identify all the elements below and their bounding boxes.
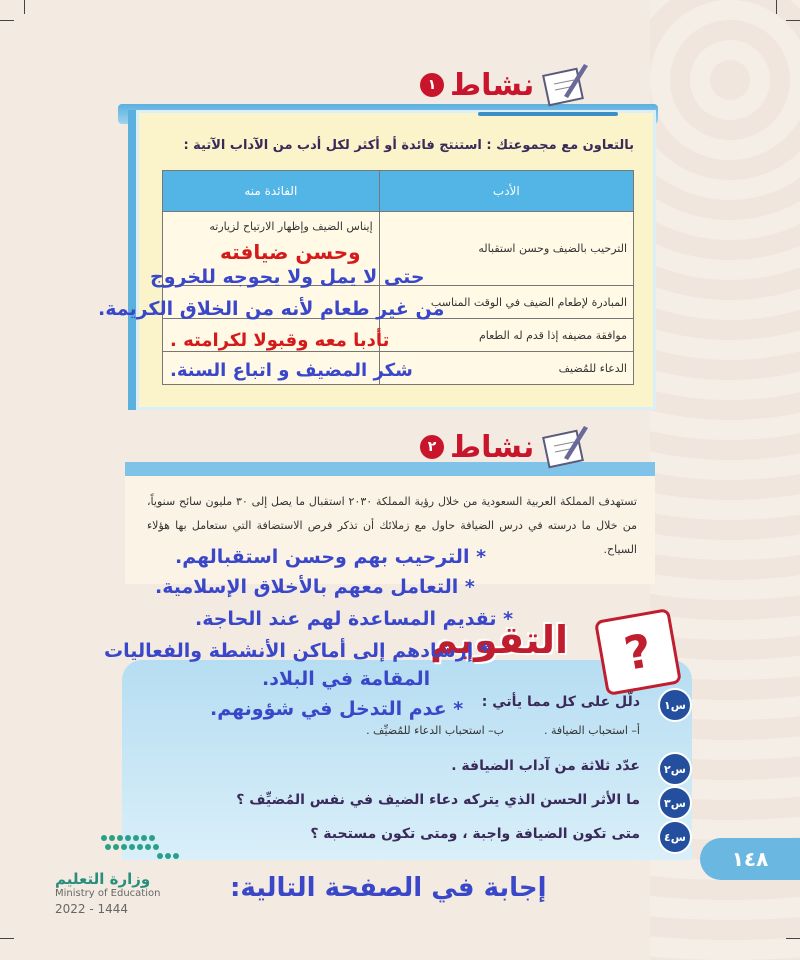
activity1-number: ١ xyxy=(420,73,444,97)
question-badge: س٢ xyxy=(658,752,692,786)
adab-cell: الدعاء للمُضيف xyxy=(379,352,633,385)
answer-row2-line1: حتى لا يمل ولا يحوجه للخروج xyxy=(150,266,425,288)
activity1-header xyxy=(420,62,592,108)
adab-cell: المبادرة لإطعام الضيف في الوقت المناسب xyxy=(379,286,633,319)
crop-mark xyxy=(0,938,14,939)
question-3-text: ما الأثر الحسن الذي يتركه دعاء الضيف في نفس المُضيِّف ؟ xyxy=(236,792,640,808)
benefit-text: إيناس الضيف وإظهار الارتياح لزيارته xyxy=(209,220,373,233)
question-badge: س٣ xyxy=(658,786,692,820)
answer-row1: وحسن ضيافته xyxy=(220,240,361,264)
question-badge: س١ xyxy=(658,688,692,722)
question-2-text: عدّد ثلاثة من آداب الضيافة . xyxy=(451,758,640,774)
crop-mark xyxy=(0,20,14,21)
pen-paper-icon xyxy=(540,424,592,470)
ministry-name-ar: وزارة التعليم xyxy=(55,870,151,888)
activity2-header xyxy=(420,424,592,470)
answer-row2-line2: من غير طعام لأنه من الخلاق الكريمة. xyxy=(98,298,445,320)
activity2-answer-2: * التعامل معهم بالأخلاق الإسلامية. xyxy=(155,576,475,598)
activity2-answer-4: * إرشادهم إلى أماكن الأنشطة والفعاليات xyxy=(104,640,490,662)
question-4-text: متى تكون الضيافة واجبة ، ومتى تكون مستحبة ؟ xyxy=(310,826,640,842)
question-1-part-a: أ– استحباب الضيافة . xyxy=(543,724,640,737)
activity1-instruction: بالتعاون مع مجموعتك : استنتج فائدة أو أكثر لكل أدب من الآداب الآتية : xyxy=(183,138,634,153)
pen-paper-icon xyxy=(540,62,592,108)
question-badge: س٤ xyxy=(658,820,692,854)
activity1-title: نشاط xyxy=(450,67,535,103)
col-adab-header: الأدب xyxy=(379,171,633,212)
answer-row3: تأدبا معه وقبولا لكرامته . xyxy=(170,330,390,351)
crop-mark xyxy=(786,20,800,21)
table-header-row xyxy=(163,171,634,212)
adab-cell: موافقة مضيفه إذا قدم له الطعام xyxy=(379,319,633,352)
col-benefit-header: الفائدة منه xyxy=(163,171,380,212)
ministry-year: 2022 - 1444 xyxy=(55,902,129,916)
activity2-number: ٢ xyxy=(420,435,444,459)
activity2-title: نشاط xyxy=(450,429,535,465)
crop-mark xyxy=(24,0,25,14)
footer-answer-note: إجابة في الصفحة التالية: xyxy=(230,873,547,903)
evaluation-title: التقويم xyxy=(429,618,568,662)
crop-mark xyxy=(786,938,800,939)
ministry-logo-icon xyxy=(96,830,186,866)
question-mark-icon: ? xyxy=(594,608,682,696)
activity2-answer-5: * عدم التدخل في شؤونهم. xyxy=(210,698,464,720)
title-swoosh xyxy=(478,112,618,116)
answer-row4: شكر المضيف و اتباع السنة. xyxy=(170,360,413,381)
activity2-text: تستهدف المملكة العربية السعودية من خلال رؤية المملكة ٢٠٣٠ استقبال ما يصل إلى ٣٠ مليون سائح سنوياً، من خلال ما درسته في درس الضيافة حاول مع زملائك أن تذكر فرص الاستضافة التي ستعامل بها هؤلاء السياح. xyxy=(147,495,637,556)
ministry-name-en: Ministry of Education xyxy=(55,888,161,899)
page-number: ١٤٨ xyxy=(700,838,800,880)
activity2-answer-1: * الترحيب بهم وحسن استقبالهم. xyxy=(175,546,487,568)
adab-cell: الترحيب بالضيف وحسن استقباله xyxy=(379,212,633,286)
question-1-part-b: ب– استحباب الدعاء للمُضيِّف . xyxy=(366,724,504,737)
activity2-answer-3: * تقديم المساعدة لهم عند الحاجة. xyxy=(195,608,514,630)
crop-mark xyxy=(776,0,777,14)
question-1-text: دلّل على كل مما يأتي : xyxy=(481,694,640,710)
activity2-answer-4-cont: المقامة في البلاد. xyxy=(262,668,431,690)
